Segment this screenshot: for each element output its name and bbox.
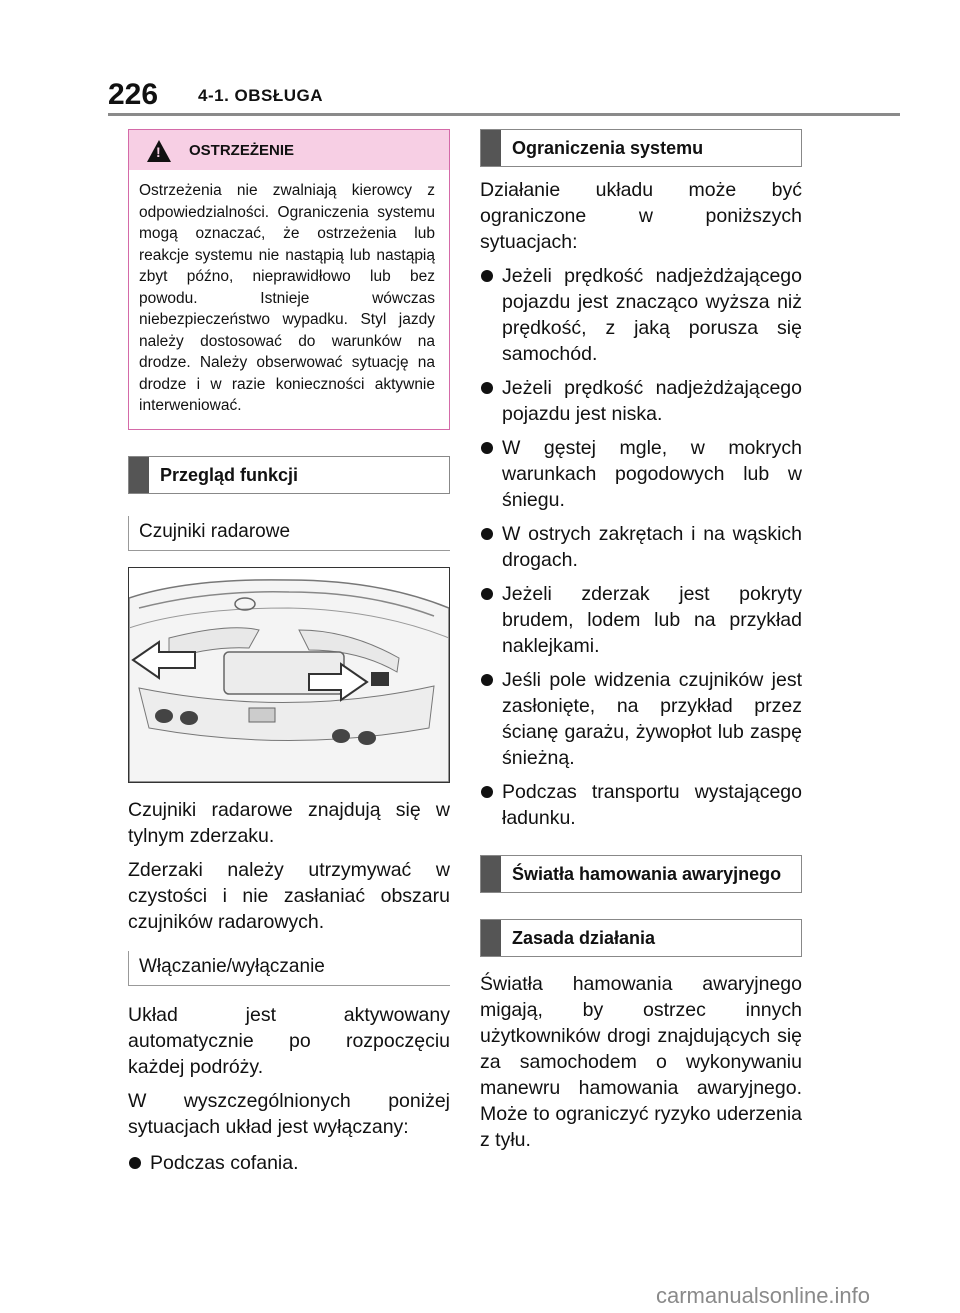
section-heading-label: Ograniczenia systemu (512, 138, 704, 158)
list-item (480, 667, 802, 771)
list-item-text: Jeżeli prędkość nadjeżdżającego pojazdu jest niska. (502, 377, 802, 425)
warning-triangle-icon (147, 140, 171, 162)
activation-paragraph: Układ jest aktywowany automatycznie po rozpoczęciu każdej podróży. (128, 1003, 450, 1078)
list-item (480, 375, 802, 427)
warning-body: Ostrzeżenia nie zwalniają kierowcy z odpowiedzialności. Ograniczenia systemu mogą oznaczać, że ostrzeżenia lub reakcje systemu nie nastąpią lub nastąpią zbyt późno, nieprawidłowo lub bez powodu. Istnieje wówczas niebezpieczeństwo wypadku. Styl jazdy należy dostosować do warunków na drodze. Należy obserwować sytuację na drodze i w razie konieczności aktywnie interweniować. (139, 182, 435, 414)
watermark: carmanualsonline.info (656, 1283, 871, 1308)
limitations-list (480, 263, 802, 831)
section-heading-bar (481, 856, 501, 892)
list-item-text: W ostrych zakrętach i na wąskich drogach. (502, 523, 802, 571)
list-item (480, 435, 802, 513)
list-item (128, 1150, 450, 1176)
warning-box (128, 129, 450, 430)
radar-location-paragraph: Czujniki radarowe znajdują się w tylnym zderzaku. (128, 798, 450, 847)
list-item (480, 521, 802, 573)
list-item-text: Jeżeli prędkość nadjeżdżającego pojazdu jest znacząco wyższa niż prędkość, z jaką porusza się samochód. (502, 265, 802, 365)
list-item (480, 779, 802, 831)
list-item (480, 263, 802, 367)
section-heading-limitations (480, 129, 802, 167)
list-item-text: W gęstej mgle, w mokrych warunkach pogodowych lub w śniegu. (502, 437, 802, 511)
section-heading-label: Światła hamowania awaryjnego (512, 864, 782, 884)
page-header (108, 78, 900, 118)
bullet-icon (481, 528, 493, 540)
header-divider (108, 113, 900, 116)
bumper-clean-paragraph: Zderzaki należy utrzymywać w czystości i nie zasłaniać obszaru czujników radarowych. (128, 858, 450, 933)
right-column (480, 129, 802, 1153)
section-heading-label: Zasada działania (512, 928, 656, 948)
list-item-text: Jeżeli zderzak jest pokryty brudem, lodem lub na przykład naklejkami. (502, 583, 802, 657)
car-rear-drawing (129, 568, 449, 782)
chapter-title: 4-1. OBSŁUGA (198, 86, 324, 105)
page-number: 226 (108, 78, 159, 111)
section-heading-bar (481, 130, 501, 166)
section-heading-emergency-lights (480, 855, 802, 893)
subheading-radar-sensors (128, 516, 450, 551)
bullet-icon (481, 786, 493, 798)
bullet-icon (481, 442, 493, 454)
principle-paragraph: Światła hamowania awaryjnego migają, by ostrzec innych użytkowników drogi znajdujących się za samochodem o wykonywaniu manewru hamowania awaryjnego. Może to ograniczyć ryzyko uderzenia z tyłu. (480, 973, 802, 1151)
bullet-icon (129, 1157, 141, 1169)
deactivation-list (128, 1150, 450, 1176)
subheading-label: Włączanie/wyłączanie (139, 955, 325, 977)
section-heading-principle (480, 919, 802, 957)
list-item-text: Jeśli pole widzenia czujników jest zasłonięte, na przykład przez ścianę garażu, żywopłot lub zaspę śnieżną. (502, 669, 802, 769)
bullet-icon (481, 588, 493, 600)
bullet-icon (481, 270, 493, 282)
section-heading-bar (129, 457, 149, 493)
deactivation-paragraph: W wyszczególnionych poniżej sytuacjach układ jest wyłączany: (128, 1089, 450, 1138)
section-heading-overview (128, 456, 450, 494)
list-item (480, 581, 802, 659)
warning-title: OSTRZEŻENIE (189, 142, 295, 159)
bullet-icon (481, 674, 493, 686)
section-heading-bar (481, 920, 501, 956)
warning-header (129, 130, 449, 170)
rear-bumper-illustration (128, 567, 450, 783)
list-item-text: Podczas cofania. (150, 1151, 299, 1174)
limitations-intro: Działanie układu może być ograniczone w poniższych sytuacjach: (480, 179, 802, 253)
list-item-text: Podczas transportu wystającego ładunku. (502, 781, 802, 829)
subheading-on-off (128, 951, 450, 986)
left-column (128, 129, 450, 1184)
bullet-icon (481, 382, 493, 394)
subheading-label: Czujniki radarowe (139, 520, 291, 542)
section-heading-label: Przegląd funkcji (160, 464, 299, 485)
